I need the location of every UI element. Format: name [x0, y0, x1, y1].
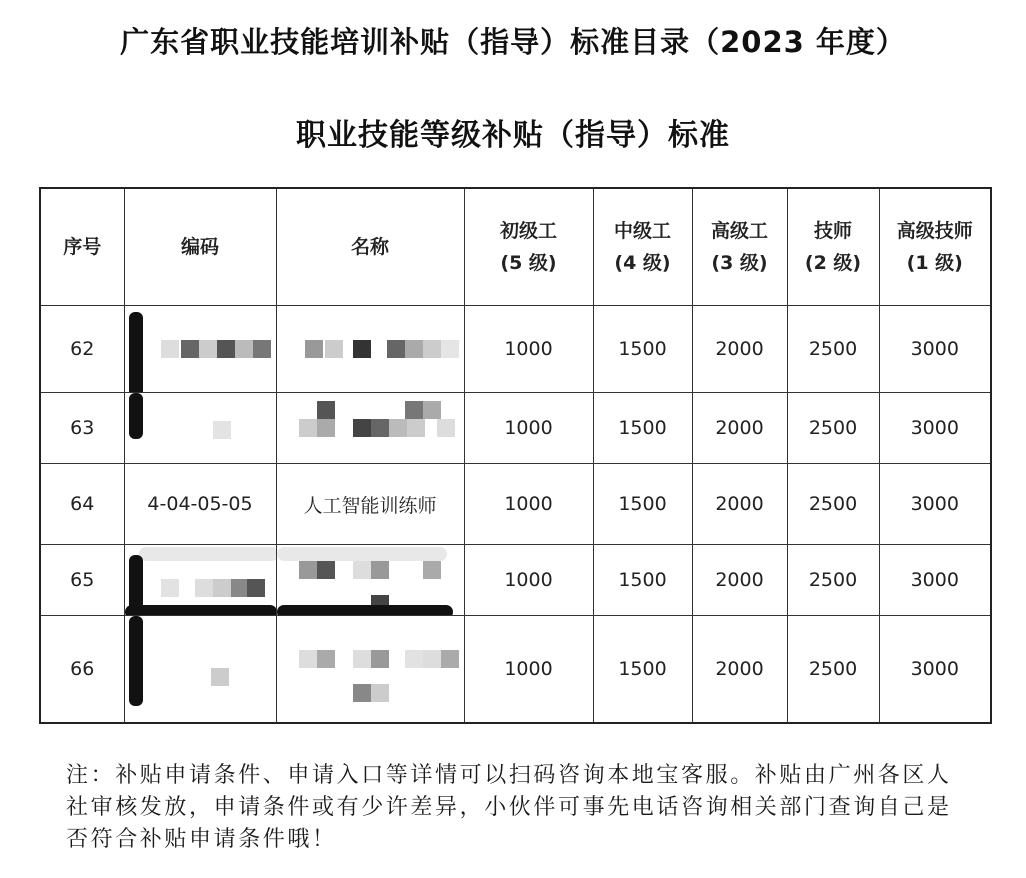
cell-level4: 1500	[593, 545, 692, 616]
cell-level3: 2000	[692, 464, 787, 545]
col-header-level3: 高级工 (3 级)	[692, 188, 787, 306]
cell-level4: 1500	[593, 393, 692, 464]
col-header-level1: 高级技师 (1 级)	[879, 188, 991, 306]
cell-level5: 1000	[464, 545, 593, 616]
cell-level3: 2000	[692, 545, 787, 616]
cell-level5: 1000	[464, 393, 593, 464]
col-header-code: 编码	[124, 188, 276, 306]
redaction-mark	[139, 547, 277, 561]
redaction-mark	[125, 605, 277, 616]
redaction-mark	[129, 312, 143, 393]
cell-level2: 2500	[787, 306, 879, 393]
table-row	[40, 306, 991, 393]
cell-level4: 1500	[593, 616, 692, 724]
cell-level3: 2000	[692, 616, 787, 724]
cell-level2: 2500	[787, 393, 879, 464]
table-row	[40, 545, 991, 616]
subsidy-table	[39, 187, 992, 724]
table-row	[40, 616, 991, 724]
cell-level1: 3000	[879, 306, 991, 393]
cell-level1: 3000	[879, 545, 991, 616]
cell-level1: 3000	[879, 464, 991, 545]
cell-level2: 2500	[787, 616, 879, 724]
redaction-mark	[129, 616, 143, 706]
cell-level3: 2000	[692, 306, 787, 393]
cell-level4: 1500	[593, 306, 692, 393]
cell-level5: 1000	[464, 464, 593, 545]
table-row	[40, 464, 991, 545]
cell-code-redacted	[124, 306, 276, 393]
cell-level1: 3000	[879, 393, 991, 464]
cell-name: 人工智能训练师	[276, 464, 464, 545]
col-header-name: 名称	[276, 188, 464, 306]
cell-seq: 62	[40, 306, 124, 393]
cell-seq: 64	[40, 464, 124, 545]
cell-level5: 1000	[464, 306, 593, 393]
cell-level2: 2500	[787, 545, 879, 616]
cell-code-redacted	[124, 545, 276, 616]
cell-name-redacted	[276, 393, 464, 464]
cell-code-redacted	[124, 393, 276, 464]
cell-level5: 1000	[464, 616, 593, 724]
cell-name-redacted	[276, 545, 464, 616]
redaction-mark	[277, 605, 453, 616]
table-header-row	[40, 188, 991, 306]
col-header-level2: 技师 (2 级)	[787, 188, 879, 306]
cell-level3: 2000	[692, 393, 787, 464]
cell-seq: 65	[40, 545, 124, 616]
col-header-level5: 初级工 (5 级)	[464, 188, 593, 306]
table-row	[40, 393, 991, 464]
cell-name-redacted	[276, 616, 464, 724]
table-title: 职业技能等级补贴（指导）标准	[296, 118, 730, 153]
cell-seq: 63	[40, 393, 124, 464]
col-header-level4: 中级工 (4 级)	[593, 188, 692, 306]
cell-name-redacted	[276, 306, 464, 393]
cell-level2: 2500	[787, 464, 879, 545]
cell-level4: 1500	[593, 464, 692, 545]
cell-level1: 3000	[879, 616, 991, 724]
cell-code: 4-04-05-05	[124, 464, 276, 545]
redaction-mark	[129, 393, 143, 439]
cell-seq: 66	[40, 616, 124, 724]
cell-code-redacted	[124, 616, 276, 724]
document-title: 广东省职业技能培训补贴（指导）标准目录（2023 年度）	[120, 25, 906, 59]
col-header-seq: 序号	[40, 188, 124, 306]
footnote: 注：补贴申请条件、申请入口等详情可以扫码咨询本地宝客服。补贴由广州各区人社审核发放，申请条件或有少许差异，小伙伴可事先电话咨询相关部门查询自己是否符合补贴申请条件哦！	[66, 763, 952, 852]
